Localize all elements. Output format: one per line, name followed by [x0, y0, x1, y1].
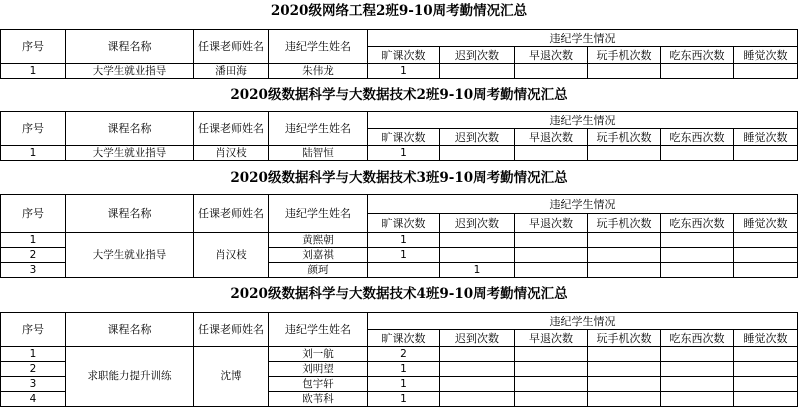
header-col: 玩手机次数 — [588, 214, 661, 233]
header-col: 吃东西次数 — [661, 330, 734, 347]
count-cell — [515, 263, 588, 278]
header-col: 玩手机次数 — [588, 47, 661, 64]
count-cell — [588, 146, 661, 161]
header-col: 玩手机次数 — [588, 129, 661, 146]
count-cell — [661, 64, 734, 79]
count-cell — [734, 362, 798, 377]
count-cell: 1 — [440, 263, 515, 278]
count-cell: 1 — [368, 362, 440, 377]
header-col: 吃东西次数 — [661, 129, 734, 146]
student-name: 刘明望 — [269, 362, 368, 377]
header-col: 早退次数 — [515, 214, 588, 233]
row-seq: 4 — [1, 392, 66, 407]
header-seq: 序号 — [1, 30, 66, 64]
header-row — [1, 112, 798, 129]
count-cell — [661, 248, 734, 263]
count-cell — [588, 263, 661, 278]
count-cell — [440, 362, 515, 377]
count-cell — [734, 233, 798, 248]
header-col: 迟到次数 — [440, 330, 515, 347]
row-seq: 1 — [1, 64, 66, 79]
count-cell — [440, 248, 515, 263]
count-cell — [661, 362, 734, 377]
count-cell — [661, 233, 734, 248]
header-col: 旷课次数 — [368, 47, 440, 64]
count-cell — [440, 392, 515, 407]
teacher-name: 肖汉枝 — [194, 233, 269, 278]
count-cell — [588, 347, 661, 362]
header-seq: 序号 — [1, 313, 66, 347]
count-cell — [588, 392, 661, 407]
count-cell — [734, 64, 798, 79]
count-cell — [734, 377, 798, 392]
count-cell — [515, 64, 588, 79]
header-seq: 序号 — [1, 112, 66, 146]
count-cell: 1 — [368, 146, 440, 161]
count-cell — [734, 248, 798, 263]
header-course: 课程名称 — [66, 313, 194, 347]
header-col: 迟到次数 — [440, 129, 515, 146]
student-name: 陆智恒 — [269, 146, 368, 161]
count-cell — [588, 362, 661, 377]
header-col: 早退次数 — [515, 129, 588, 146]
table-row — [1, 347, 798, 362]
student-name: 刘嘉祺 — [269, 248, 368, 263]
row-seq: 1 — [1, 347, 66, 362]
count-cell — [588, 233, 661, 248]
header-situation: 违纪学生情况 — [368, 313, 798, 330]
header-col: 睡觉次数 — [734, 47, 798, 64]
table-row — [1, 233, 798, 248]
count-cell: 1 — [368, 377, 440, 392]
count-cell — [440, 377, 515, 392]
count-cell — [440, 347, 515, 362]
student-name: 包宇轩 — [269, 377, 368, 392]
count-cell — [661, 392, 734, 407]
count-cell — [661, 347, 734, 362]
count-cell — [440, 146, 515, 161]
header-teacher: 任课老师姓名 — [194, 30, 269, 64]
count-cell — [661, 263, 734, 278]
header-col: 早退次数 — [515, 330, 588, 347]
count-cell — [734, 263, 798, 278]
count-cell — [515, 233, 588, 248]
count-cell — [515, 146, 588, 161]
teacher-name: 沈博 — [194, 347, 269, 407]
header-col: 睡觉次数 — [734, 129, 798, 146]
student-name: 欧苇科 — [269, 392, 368, 407]
header-student: 违纪学生姓名 — [269, 30, 368, 64]
count-cell: 1 — [368, 392, 440, 407]
header-col: 睡觉次数 — [734, 214, 798, 233]
row-seq: 2 — [1, 248, 66, 263]
row-seq: 2 — [1, 362, 66, 377]
student-name: 刘一航 — [269, 347, 368, 362]
header-col: 旷课次数 — [368, 330, 440, 347]
course-name: 大学生就业指导 — [66, 146, 194, 161]
attendance-table — [0, 111, 798, 161]
count-cell: 1 — [368, 64, 440, 79]
count-cell — [515, 392, 588, 407]
count-cell — [515, 248, 588, 263]
count-cell: 1 — [368, 233, 440, 248]
header-student: 违纪学生姓名 — [269, 112, 368, 146]
student-name: 朱伟龙 — [269, 64, 368, 79]
count-cell — [515, 362, 588, 377]
header-situation: 违纪学生情况 — [368, 30, 798, 47]
table-row — [1, 146, 798, 161]
header-col: 睡觉次数 — [734, 330, 798, 347]
header-teacher: 任课老师姓名 — [194, 313, 269, 347]
header-col: 迟到次数 — [440, 47, 515, 64]
count-cell — [515, 377, 588, 392]
row-seq: 3 — [1, 263, 66, 278]
header-situation: 违纪学生情况 — [368, 195, 798, 214]
header-teacher: 任课老师姓名 — [194, 195, 269, 233]
table-row — [1, 64, 798, 79]
row-seq: 1 — [1, 233, 66, 248]
count-cell — [515, 347, 588, 362]
header-col: 玩手机次数 — [588, 330, 661, 347]
student-name: 颜珂 — [269, 263, 368, 278]
row-seq: 1 — [1, 146, 66, 161]
count-cell — [440, 64, 515, 79]
section-title: 2020级网络工程2班9-10周考勤情况汇总 — [270, 3, 528, 19]
header-col: 吃东西次数 — [661, 214, 734, 233]
count-cell — [368, 263, 440, 278]
header-row — [1, 195, 798, 214]
row-seq: 3 — [1, 377, 66, 392]
header-row — [1, 313, 798, 330]
student-name: 黄熙朝 — [269, 233, 368, 248]
count-cell — [734, 392, 798, 407]
header-seq: 序号 — [1, 195, 66, 233]
attendance-table — [0, 194, 798, 278]
section-title: 2020级数据科学与大数据技术2班9-10周考勤情况汇总 — [230, 87, 568, 103]
teacher-name: 潘田海 — [194, 64, 269, 79]
course-name: 大学生就业指导 — [66, 233, 194, 278]
header-course: 课程名称 — [66, 195, 194, 233]
count-cell — [588, 377, 661, 392]
header-teacher: 任课老师姓名 — [194, 112, 269, 146]
header-course: 课程名称 — [66, 112, 194, 146]
count-cell — [734, 146, 798, 161]
attendance-table — [0, 312, 798, 407]
header-col: 吃东西次数 — [661, 47, 734, 64]
header-situation: 违纪学生情况 — [368, 112, 798, 129]
header-col: 旷课次数 — [368, 214, 440, 233]
header-course: 课程名称 — [66, 30, 194, 64]
course-name: 求职能力提升训练 — [66, 347, 194, 407]
count-cell: 1 — [368, 248, 440, 263]
count-cell: 2 — [368, 347, 440, 362]
count-cell — [661, 377, 734, 392]
header-student: 违纪学生姓名 — [269, 195, 368, 233]
course-name: 大学生就业指导 — [66, 64, 194, 79]
count-cell — [588, 64, 661, 79]
header-col: 早退次数 — [515, 47, 588, 64]
header-col: 迟到次数 — [440, 214, 515, 233]
count-cell — [440, 233, 515, 248]
header-col: 旷课次数 — [368, 129, 440, 146]
count-cell — [734, 347, 798, 362]
count-cell — [661, 146, 734, 161]
attendance-table — [0, 29, 798, 79]
section-title: 2020级数据科学与大数据技术3班9-10周考勤情况汇总 — [230, 170, 568, 186]
section-title: 2020级数据科学与大数据技术4班9-10周考勤情况汇总 — [230, 286, 568, 302]
count-cell — [588, 248, 661, 263]
header-row — [1, 30, 798, 47]
teacher-name: 肖汉枝 — [194, 146, 269, 161]
header-student: 违纪学生姓名 — [269, 313, 368, 347]
